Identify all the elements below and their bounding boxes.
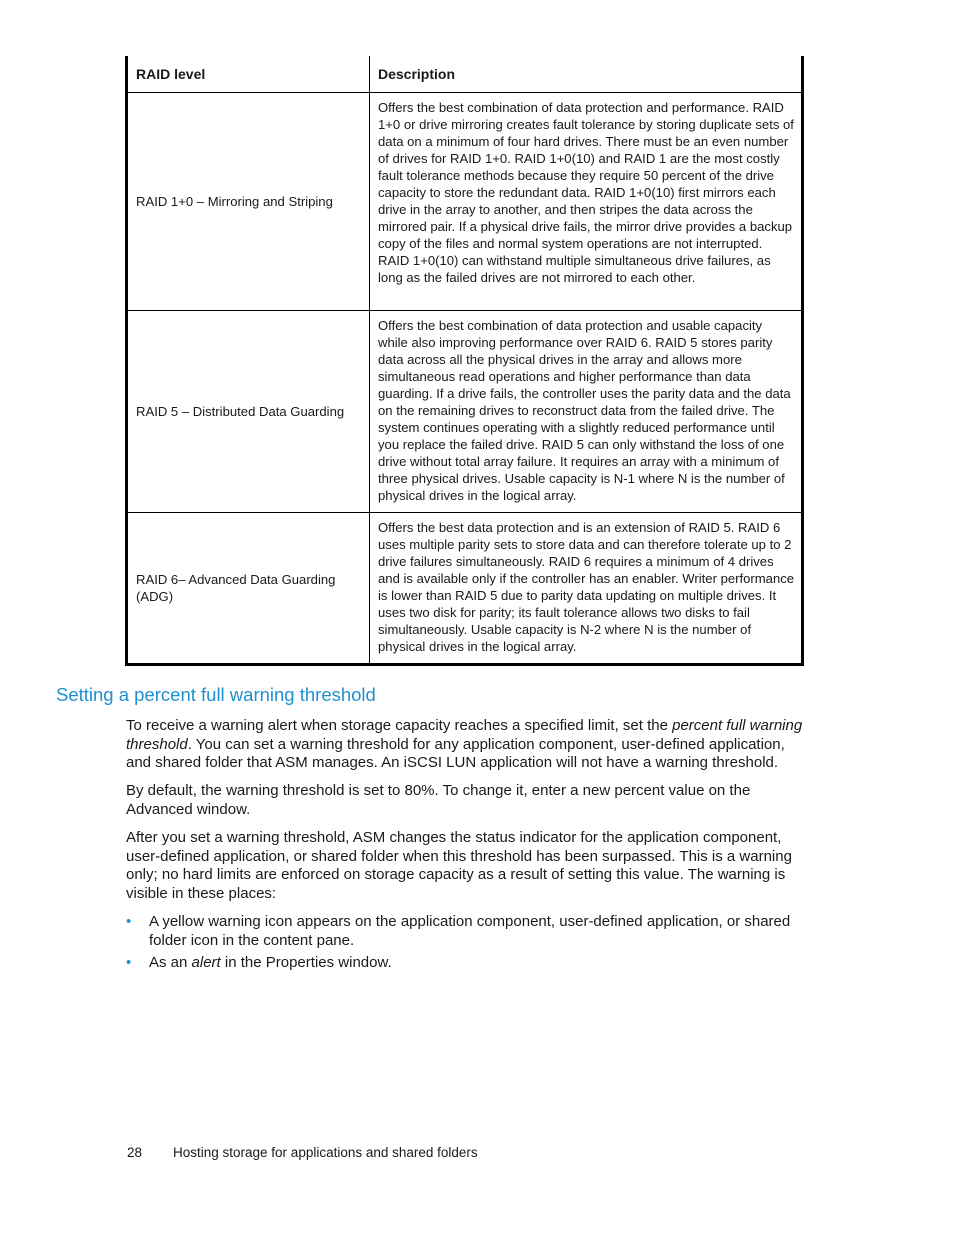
table-row (127, 311, 803, 513)
raid-level-cell: RAID 1+0 – Mirroring and Striping (127, 93, 370, 311)
paragraph-status-indicator: After you set a warning threshold, ASM changes the status indicator for the application component, user-defined application, or shared folder when this threshold has been surpassed. This is a warning only; no hard limits are enforced on storage capacity as a result of setting this value. The warning is visible in these places: (126, 829, 792, 902)
footer-title: Hosting storage for applications and shared folders (173, 1145, 478, 1160)
paragraph-intro (126, 717, 804, 773)
column-header-description: Description (370, 56, 803, 93)
paragraph-text: . You can set a warning threshold for any application component, user-defined application, and shared folder that ASM manages. An iSCSI LUN application will not have a warning threshold. (126, 735, 785, 772)
section-heading: Setting a percent full warning threshold (56, 684, 376, 705)
table-row (127, 93, 803, 311)
list-item-text: As an (149, 954, 192, 972)
list-item (126, 954, 804, 973)
emphasis-term: alert (191, 954, 221, 972)
column-header-raid-level: RAID level (127, 56, 370, 93)
table-header-row (127, 56, 803, 93)
raid-description-cell: Offers the best combination of data protection and performance. RAID 1+0 or drive mirroring creates fault tolerance by storing duplicate sets of data on a minimum of four hard drives. There must be an even number of drives for RAID 1+0. RAID 1+0(10) and RAID 1 are the most costly fault tolerance methods because they require 50 percent of the drive capacity to store the redundant data. RAID 1+0(10) first mirrors each drive in the array to another, and then stripes the data across the mirrored pair. If a physical drive fails, the mirror drive provides a backup copy of the files and normal system operations are not interrupted. RAID 1+0(10) can withstand multiple simultaneous drive failures, as long as the failed drives are not mirrored to each other. (370, 93, 803, 311)
raid-level-cell: RAID 5 – Distributed Data Guarding (127, 311, 370, 513)
list-item (126, 913, 804, 950)
page-footer (127, 1145, 478, 1160)
table-row (127, 513, 803, 665)
raid-level-table (125, 56, 804, 666)
raid-level-cell: RAID 6– Advanced Data Guarding (ADG) (136, 572, 336, 604)
list-item-text: in the Properties window. (220, 954, 392, 972)
list-item-text: A yellow warning icon appears on the application component, user-defined application, or shared folder icon in the content pane. (149, 913, 791, 949)
paragraph-default-threshold: By default, the warning threshold is set to 80%. To change it, enter a new percent value on the Advanced window. (126, 782, 751, 818)
emphasis-term: percent full warning threshold (126, 717, 803, 753)
bullet-icon: • (126, 913, 132, 930)
paragraph-text: To receive a warning alert when storage capacity reaches a specified limit, set the (126, 717, 673, 734)
raid-description-cell: Offers the best data protection and is an extension of RAID 5. RAID 6 uses multiple parity sets to store data and can therefore tolerate up to 2 drive failures simultaneously. RAID 6 requires a minimum of 4 drives and is available only if the controller has an enabler. Writer performance is lower than RAID 5 due to parity data updating on multiple drives. It uses two disk for parity; its fault tolerance allows two disks to fail simultaneously. Usable capacity is N-2 where N is the number of physical drives in the logical array. (370, 513, 803, 665)
bullet-icon: • (126, 954, 132, 972)
warning-locations-list (126, 913, 804, 977)
page-number: 28 (127, 1145, 143, 1160)
raid-description-cell: Offers the best combination of data protection and usable capacity while also improving performance over RAID 6. RAID 5 stores parity data across all the physical drives in the array and allows more simultaneous read operations and higher performance than data guarding. If a drive fails, the controller uses the parity data and the data on the remaining drives to reconstruct data from the failed drive. The system continues operating with a slightly reduced performance until you replace the failed drive. RAID 5 can only withstand the loss of one drive without total array failure. It requires an array with a minimum of three physical drives. Usable capacity is N-1 where N is the number of physical drives in the logical array. (370, 311, 803, 513)
